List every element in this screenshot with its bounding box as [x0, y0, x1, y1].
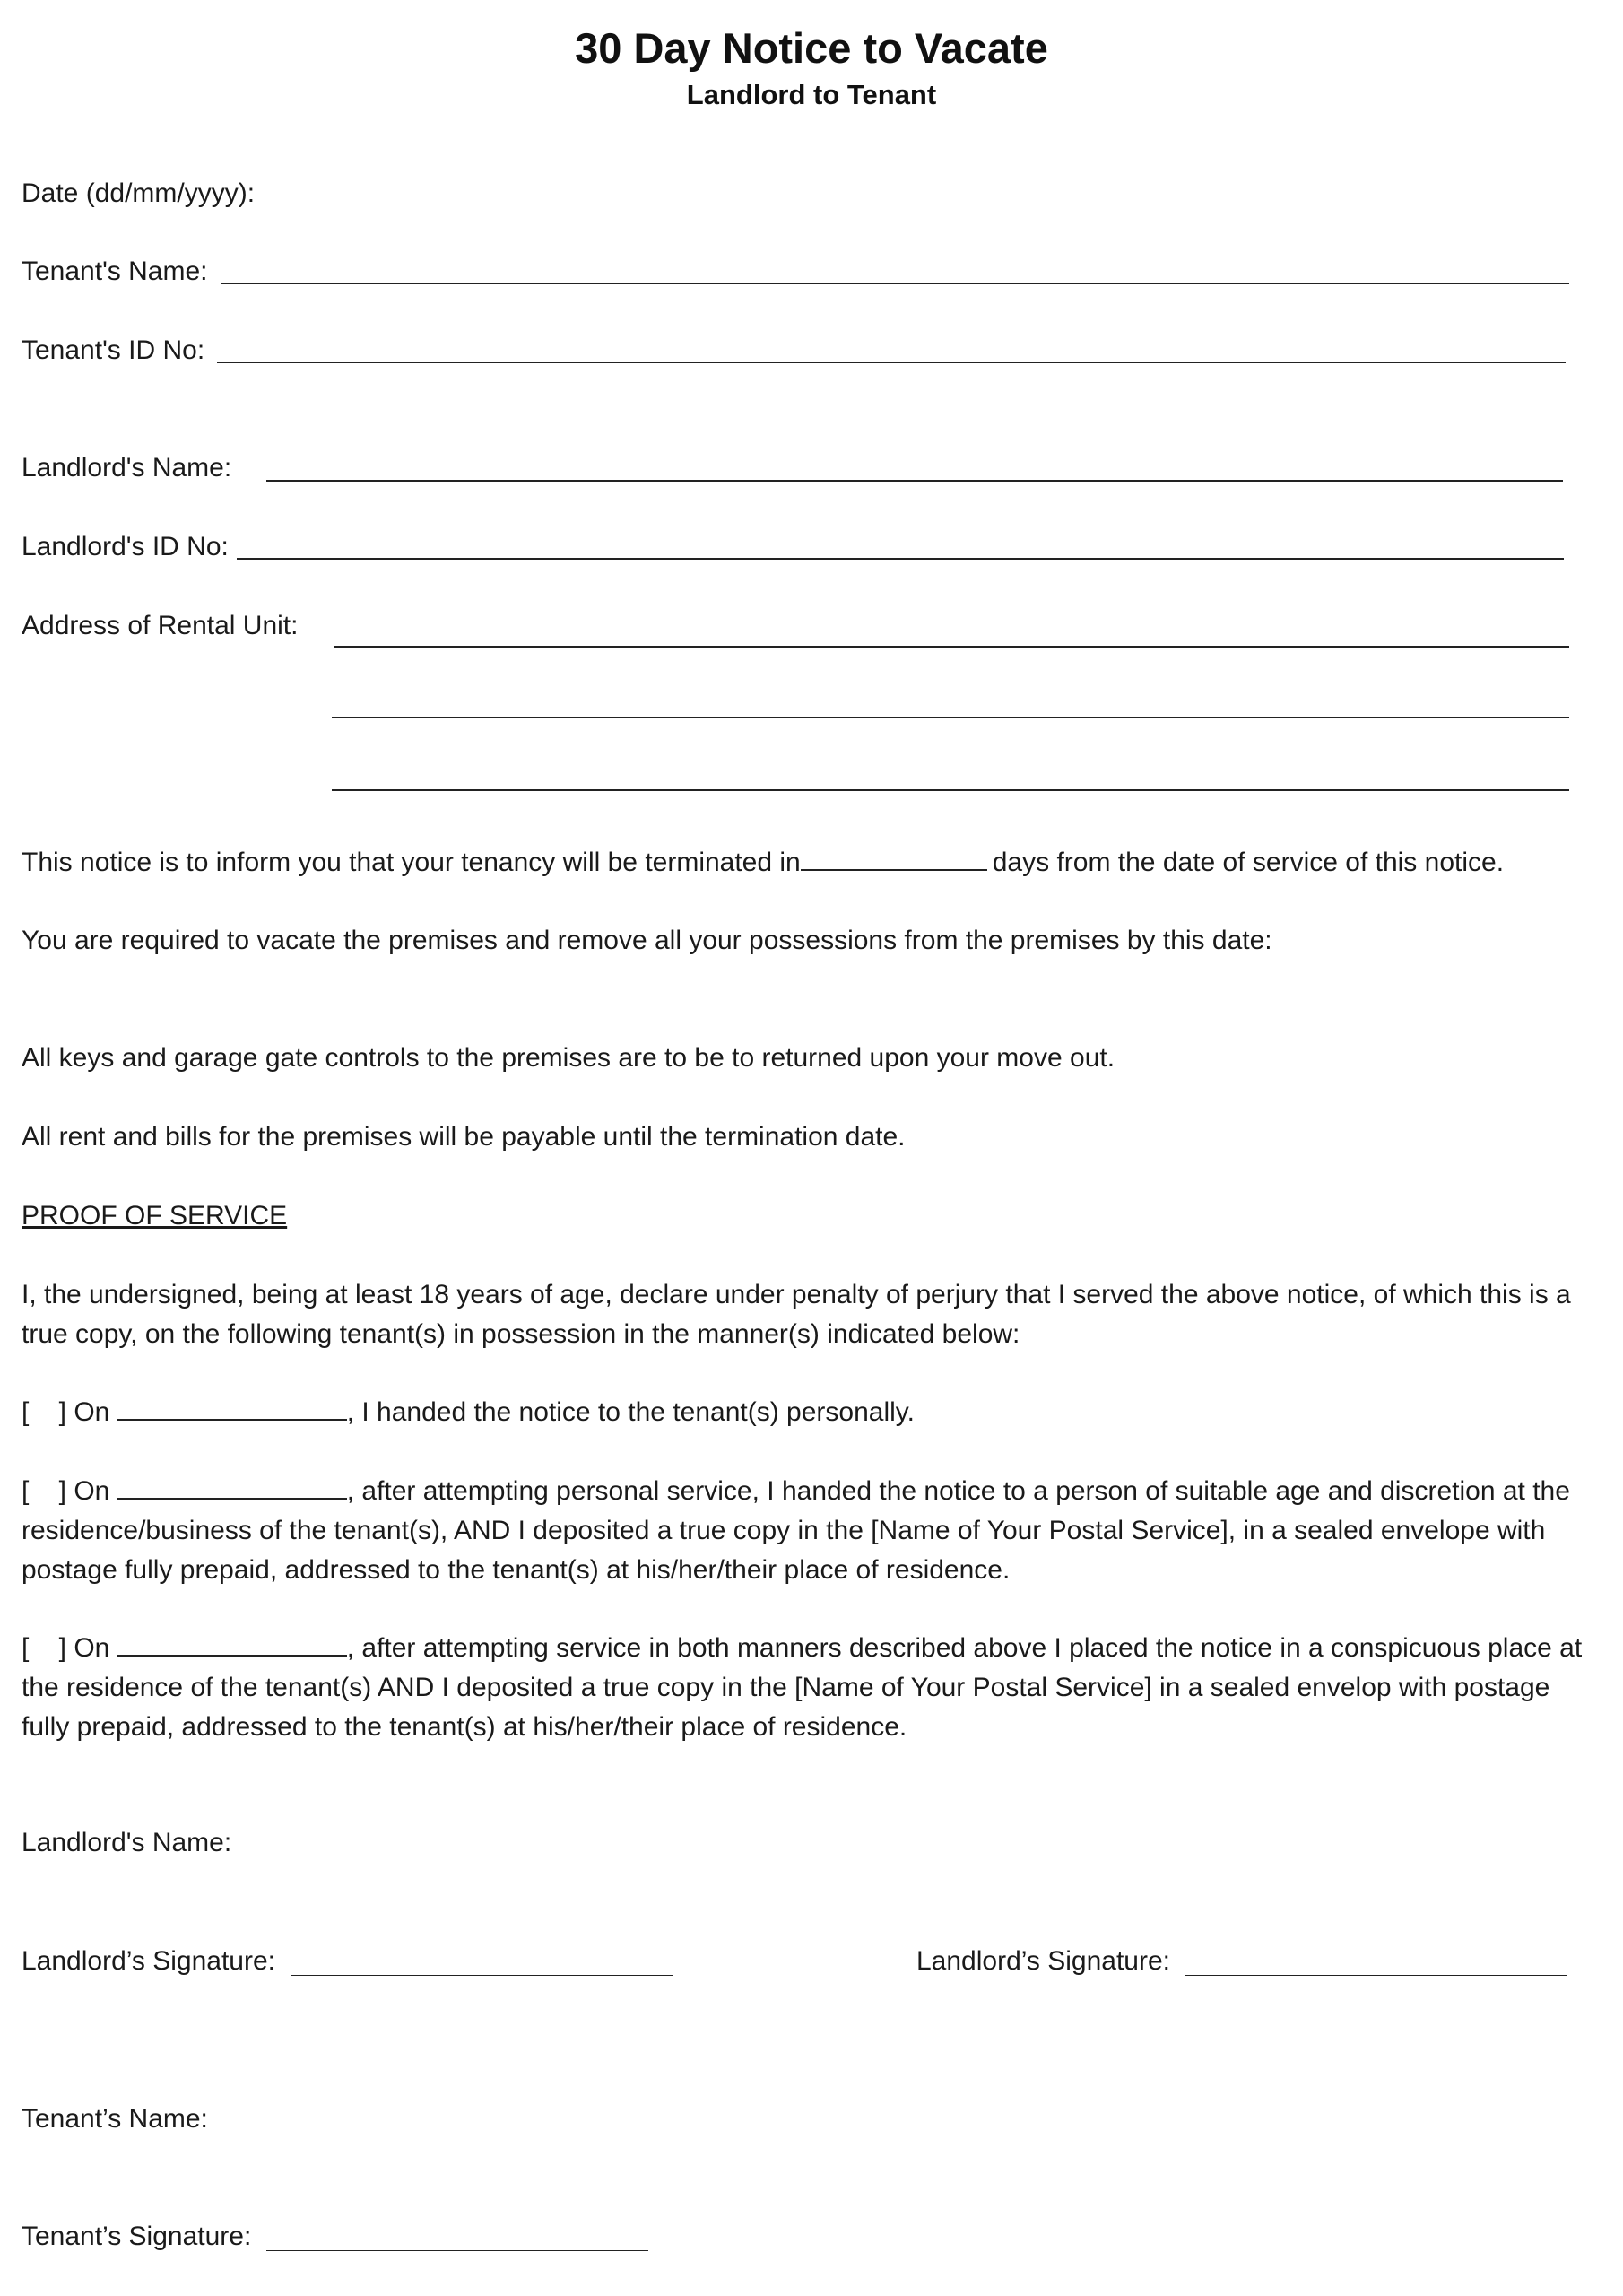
service-option-2	[22, 1472, 1600, 1590]
landlord-id-field[interactable]	[237, 558, 1564, 560]
landlord-signature-label-2: Landlord’s Signature:	[916, 1946, 1170, 1976]
landlord-name-sign-label: Landlord's Name:	[22, 1828, 232, 1857]
tenant-name-field[interactable]	[221, 283, 1569, 284]
document-title: 30 Day Notice to Vacate	[575, 24, 1048, 72]
service-option-1	[22, 1393, 1600, 1432]
option-2-checkbox[interactable]: [ ] On	[22, 1476, 110, 1506]
landlord-name-field[interactable]	[266, 480, 1563, 482]
rent-sentence: All rent and bills for the premises will be payable until the termination date.	[22, 1122, 906, 1152]
landlord-id-label: Landlord's ID No:	[22, 532, 229, 561]
date-label: Date (dd/mm/yyyy):	[22, 178, 256, 208]
document-subtitle: Landlord to Tenant	[686, 79, 937, 110]
option-1-date-field[interactable]	[117, 1396, 347, 1421]
tenant-id-label: Tenant's ID No:	[22, 335, 205, 365]
option-2-date-field[interactable]	[117, 1474, 347, 1500]
tenant-id-field[interactable]	[217, 362, 1566, 363]
landlord-signature-field[interactable]	[291, 1975, 673, 1976]
landlord-signature-field-2[interactable]	[1185, 1975, 1567, 1976]
tenant-name-label: Tenant's Name:	[22, 257, 208, 286]
proof-of-service-heading: PROOF OF SERVICE	[22, 1201, 288, 1231]
landlord-name-label: Landlord's Name:	[22, 453, 232, 483]
termination-sentence	[22, 846, 1504, 879]
option-2-text: , after attempting personal service, I handed the notice to a person of suitable age and discretion at the residence/business of the tenant(s), AND I deposited a true copy in the [Name of Your Postal Service], in a sealed envelope with postage fully prepaid, addressed to the tenant(s) at his/her/their place of residence.	[22, 1476, 1570, 1585]
address-field-line-1[interactable]	[334, 646, 1569, 648]
address-field-line-2[interactable]	[332, 717, 1569, 718]
option-3-date-field[interactable]	[117, 1631, 347, 1657]
declaration-paragraph: I, the undersigned, being at least 18 years of age, declare under penalty of perjury that I served the above notice, of which this is a true copy, on the following tenant(s) in possession in the manner(s) indicated below:	[22, 1280, 1571, 1349]
option-1-checkbox[interactable]: [ ] On	[22, 1397, 110, 1427]
option-3-checkbox[interactable]: [ ] On	[22, 1633, 110, 1663]
tenant-name-sign-label: Tenant’s Name:	[22, 2104, 208, 2134]
termination-text-after: days from the date of service of this notice.	[992, 848, 1505, 877]
tenant-signature-field[interactable]	[266, 2250, 648, 2251]
keys-sentence: All keys and garage gate controls to the premises are to be to returned upon your move out.	[22, 1043, 1115, 1073]
service-option-3	[22, 1629, 1600, 1747]
address-label: Address of Rental Unit:	[22, 611, 299, 640]
option-1-text: , I handed the notice to the tenant(s) personally.	[346, 1397, 915, 1427]
vacate-sentence: You are required to vacate the premises and remove all your possessions from the premises by this date:	[22, 926, 1272, 955]
termination-days-field[interactable]	[801, 846, 987, 871]
option-3-text: , after attempting service in both manners described above I placed the notice in a conspicuous place at the residence of the tenant(s) AND I deposited a true copy in the [Name of Your Postal Service] in a sealed envelop with postage fully prepaid, addressed to the tenant(s) at his/her/their place of residence.	[22, 1633, 1583, 1742]
landlord-signature-label: Landlord’s Signature:	[22, 1946, 275, 1976]
address-field-line-3[interactable]	[332, 789, 1569, 791]
termination-text-before: This notice is to inform you that your tenancy will be terminated in	[22, 848, 801, 877]
tenant-signature-label: Tenant’s Signature:	[22, 2222, 252, 2251]
